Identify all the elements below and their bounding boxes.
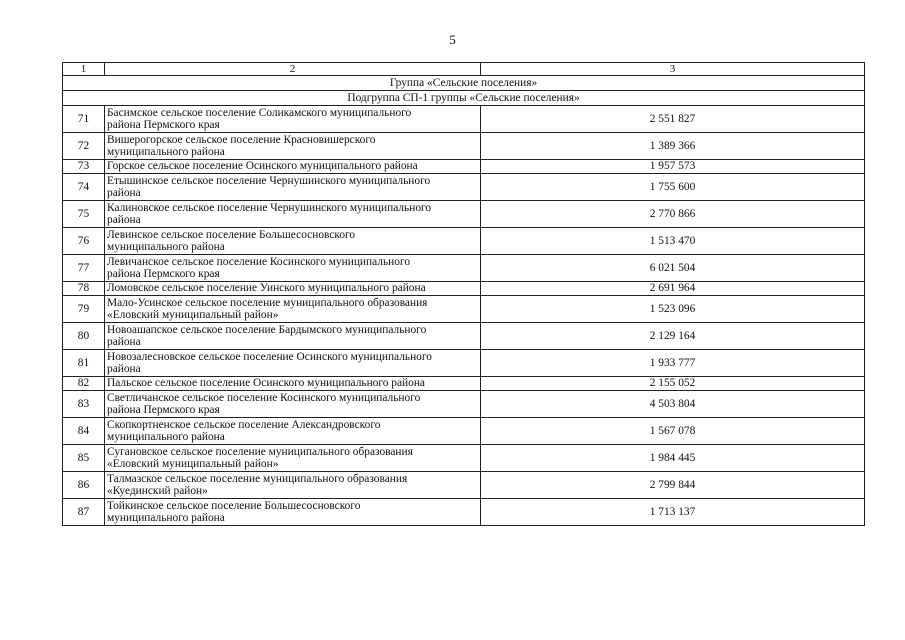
settlement-name — [105, 377, 481, 391]
row-number: 76 — [63, 228, 105, 255]
table-row — [63, 391, 865, 418]
settlement-name-line: Сугановское сельское поселение муниципального образования — [107, 445, 413, 458]
row-number: 72 — [63, 133, 105, 160]
row-number: 82 — [63, 377, 105, 391]
row-number: 80 — [63, 323, 105, 350]
settlement-name-line: Етышинское сельское поселение Чернушинского муниципального — [107, 174, 431, 187]
settlement-name-line: Левинское сельское поселение Большесосновского — [107, 228, 356, 241]
settlement-name — [105, 133, 481, 160]
table-row — [63, 133, 865, 160]
table-row — [63, 282, 865, 296]
amount-value: 2 770 866 — [481, 201, 865, 228]
table-row — [63, 106, 865, 133]
table-row — [63, 418, 865, 445]
table-row — [63, 350, 865, 377]
amount-value: 1 755 600 — [481, 174, 865, 201]
row-number: 74 — [63, 174, 105, 201]
row-number: 78 — [63, 282, 105, 296]
table-row — [63, 296, 865, 323]
table-row — [63, 472, 865, 499]
settlement-name-line: Тойкинское сельское поселение Большесосновского — [107, 499, 361, 512]
data-table — [62, 62, 865, 526]
amount-value: 2 155 052 — [481, 377, 865, 391]
settlement-name-line: Басимское сельское поселение Соликамского муниципального — [107, 106, 412, 119]
settlement-name-line: «Куединский район» — [107, 485, 208, 497]
settlement-name — [105, 445, 481, 472]
amount-value: 4 503 804 — [481, 391, 865, 418]
row-number: 85 — [63, 445, 105, 472]
settlement-name-line: муниципального района — [107, 431, 225, 443]
settlement-name — [105, 350, 481, 377]
column-header: 2 — [105, 63, 481, 76]
table-row — [63, 201, 865, 228]
settlement-name-line: района — [107, 187, 141, 199]
table-body — [63, 63, 865, 526]
settlement-name-line: района — [107, 336, 141, 348]
amount-value: 1 567 078 — [481, 418, 865, 445]
subgroup-row — [63, 91, 865, 106]
group-title: Группа «Сельские поселения» — [63, 76, 865, 91]
amount-value: 1 713 137 — [481, 499, 865, 526]
group-row — [63, 76, 865, 91]
amount-value: 1 523 096 — [481, 296, 865, 323]
settlement-name-line: Талмазское сельское поселение муниципального образования — [107, 472, 408, 485]
settlement-name-line: Светличанское сельское поселение Косинского муниципального — [107, 391, 421, 404]
column-header: 3 — [481, 63, 865, 76]
row-number: 81 — [63, 350, 105, 377]
settlement-name-line: района Пермского края — [107, 119, 220, 131]
settlement-name — [105, 499, 481, 526]
row-number: 75 — [63, 201, 105, 228]
amount-value: 1 984 445 — [481, 445, 865, 472]
table-row — [63, 499, 865, 526]
settlement-name — [105, 255, 481, 282]
table-row — [63, 323, 865, 350]
table-row — [63, 255, 865, 282]
settlement-name-line: Новозалесновское сельское поселение Осинского муниципального — [107, 350, 432, 363]
settlement-name-line: Пальское сельское поселение Осинского муниципального района — [107, 377, 425, 390]
table-row — [63, 445, 865, 472]
amount-value: 1 513 470 — [481, 228, 865, 255]
column-header: 1 — [63, 63, 105, 76]
settlement-name-line: Ломовское сельское поселение Уинского муниципального района — [107, 282, 426, 295]
table-row — [63, 160, 865, 174]
column-header-row — [63, 63, 865, 76]
settlement-name — [105, 418, 481, 445]
settlement-name — [105, 296, 481, 323]
settlement-name-line: района — [107, 214, 141, 226]
amount-value: 6 021 504 — [481, 255, 865, 282]
settlement-name-line: района Пермского края — [107, 404, 220, 416]
settlement-name-line: Скопкортненское сельское поселение Александровского — [107, 418, 381, 431]
row-number: 79 — [63, 296, 105, 323]
amount-value: 1 957 573 — [481, 160, 865, 174]
settlement-name-line: Мало-Усинское сельское поселение муниципального образования — [107, 296, 428, 309]
settlement-name-line: муниципального района — [107, 512, 225, 524]
settlement-name-line: Левичанское сельское поселение Косинского муниципального — [107, 255, 411, 268]
settlement-name — [105, 160, 481, 174]
subgroup-title: Подгруппа СП-1 группы «Сельские поселения» — [63, 91, 865, 106]
settlement-name — [105, 106, 481, 133]
amount-value: 2 691 964 — [481, 282, 865, 296]
amount-value: 1 389 366 — [481, 133, 865, 160]
settlement-name-line: «Еловский муниципальный район» — [107, 309, 279, 321]
row-number: 83 — [63, 391, 105, 418]
settlement-name-line: Новоашапское сельское поселение Бардымского муниципального — [107, 323, 427, 336]
settlement-name-line: муниципального района — [107, 241, 225, 253]
settlement-name-line: района Пермского края — [107, 268, 220, 280]
row-number: 71 — [63, 106, 105, 133]
settlement-name-line: Вишерогорское сельское поселение Красновишерского — [107, 133, 376, 146]
table-row — [63, 174, 865, 201]
amount-value: 1 933 777 — [481, 350, 865, 377]
settlement-name — [105, 472, 481, 499]
settlement-name — [105, 391, 481, 418]
settlement-name — [105, 201, 481, 228]
table-row — [63, 377, 865, 391]
row-number: 86 — [63, 472, 105, 499]
amount-value: 2 551 827 — [481, 106, 865, 133]
settlement-name-line: «Еловский муниципальный район» — [107, 458, 279, 470]
settlement-name — [105, 174, 481, 201]
amount-value: 2 129 164 — [481, 323, 865, 350]
page-number: 5 — [449, 32, 456, 47]
table-row — [63, 228, 865, 255]
settlement-name-line: Горское сельское поселение Осинского муниципального района — [107, 160, 418, 173]
settlement-name-line: района — [107, 363, 141, 375]
row-number: 87 — [63, 499, 105, 526]
settlement-name-line: Калиновское сельское поселение Чернушинского муниципального — [107, 201, 432, 214]
row-number: 84 — [63, 418, 105, 445]
settlement-name — [105, 323, 481, 350]
row-number: 73 — [63, 160, 105, 174]
amount-value: 2 799 844 — [481, 472, 865, 499]
settlement-name — [105, 228, 481, 255]
settlement-name-line: муниципального района — [107, 146, 225, 158]
settlement-name — [105, 282, 481, 296]
row-number: 77 — [63, 255, 105, 282]
